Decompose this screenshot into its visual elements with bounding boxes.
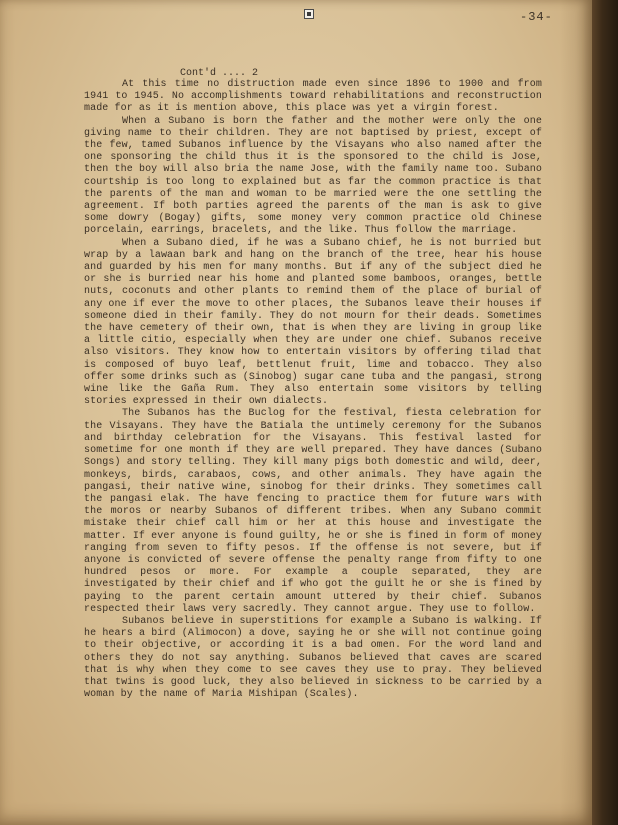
paragraph: Subanos believe in superstitions for example a Subano is walking. If he hears a bird (Alimocon) a dove, saying he or she will not continue going to their objective, or according it is a bad omen. For the word land and others they do not say anything. Subanos believed that caves are scared that is why when they come to see caves they use to pray. They believed that twins is good luck, they also believed in sickness to be carried by a woman by the name of Maria Mishipan (Scales). bbox=[84, 615, 542, 701]
document-body bbox=[84, 79, 542, 701]
fold-shadow bbox=[560, 0, 592, 825]
paragraph: When a Subano is born the father and the mother were only the one giving name to their children. They are not baptised by priest, except of the few, tamed Subanos influence by the Visayans who also named after the one sponsoring the child thus it is the sponsored to the child is Jose, then the boy will also bria the name Jose, with the family name too. Subano courtship is too long to explained but as far the common practice is that the parents of the man and woman to be married were the one settling the agreement. If both parties agreed the parents of the man is ask to give some dowry (Bogay) gifts, some money very common practice old Chinese porcelain, earrings, bracelets, and the like. Thus follow the marriage. bbox=[84, 115, 542, 237]
continuation-heading: Cont'd .... 2 bbox=[180, 68, 259, 79]
page-number: -34- bbox=[520, 10, 553, 24]
book-binding bbox=[592, 0, 618, 825]
paragraph: At this time no distruction made even since 1896 to 1900 and from 1941 to 1945. No accomplishments toward rehabilitations and reconstruction made for as it is mention above, this place was yet a virgin forest. bbox=[84, 79, 542, 115]
staple-mark-icon bbox=[304, 9, 314, 19]
paragraph: The Subanos has the Buclog for the festival, fiesta celebration for the Visayans. They have the Batiala the untimely ceremony for the Subanos and birthday celebration for the Visayans. This festival lasted for sometime for one month if they are well prepared. They have dances (Subano Songs) and story telling. They kill many pigs both domestic and wild, deer, monkeys, birds, carabaos, cows, and other animals. They have again the pangasi, their native wine, sinobog for their drinks. They sometimes call the pangasi elak. The have fencing to practice them for future wars with the moros or nearby Subanos of different tribes. When any Subano commit mistake their chief call him or her at this house and investigate the matter. If ever anyone is found guilty, he or she is fined in form of money ranging from seven to fifty pesos. If the offense is not severe, but if anyone is convicted of severe offense the penalty range from fifty to one hundred pesos or more. For example a couple separated, they are investigated by their chief and if who got the guilt he or she is fined by paying to the parent certain amount uttered by their chief. Subanos respected their laws very sacredly. They cannot argue. They use to follow. bbox=[84, 408, 542, 615]
paragraph: When a Subano died, if he was a Subano chief, he is not burried but wrap by a lawaan bark and hang on the branch of the tree, hear his house and guarded by his men for many months. But if any of the subject died he or she is burried near his home and planted some bamboos, oranges, bettle nuts, coconuts and other plants to remind them of the place of burial of any one if ever the move to other places, the Subanos leave their houses if someone died in their family. They do not mourn for their deads. Sometimes the have cemetery of their own, that is when they are living in group like a little citio, especially when they are under one chief. Subanos receive also visitors. They know how to entertain visitors by offering tilad that is composed of buyo leaf, bettlenut fruit, lime and tobacco. They also offer some drinks such as (Sinobog) sugar cane tuba and the pangasi, strong wine like the Gaña Rum. They also entertain some visitors by telling stories expressed in their own dialects. bbox=[84, 237, 542, 408]
